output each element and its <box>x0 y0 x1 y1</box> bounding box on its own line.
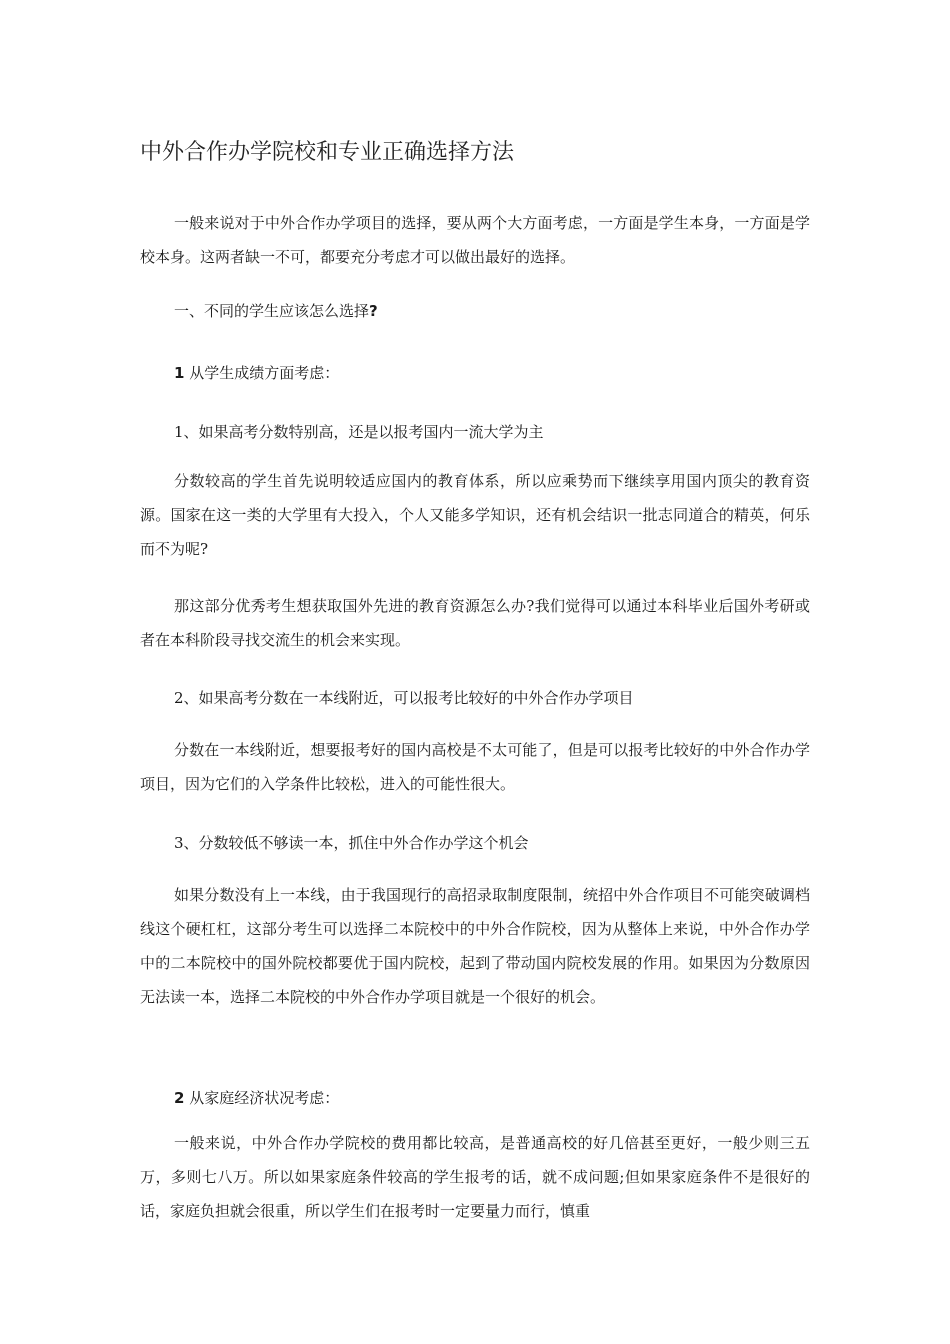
subsection-1-number: 1 <box>174 364 185 382</box>
item-heading-2: 2、如果高考分数在一本线附近，可以报考比较好的中外合作办学项目 <box>174 689 634 707</box>
item-3-paragraph: 如果分数没有上一本线，由于我国现行的高招录取制度限制，统招中外合作项目不可能突破调档线这个硬杠杠，这部分考生可以选择二本院校中的中外合作院校，因为从整体上来说，中外合作办学中的二本院校中的国外院校都要优于国内院校，起到了带动国内院校发展的作用。如果因为分数原因无法读一本，选择二本院校的中外合作办学项目就是一个很好的机会。 <box>140 886 810 1006</box>
subsection-2-paragraph: 一般来说，中外合作办学院校的费用都比较高，是普通高校的好几倍甚至更好，一般少则三五万，多则七八万。所以如果家庭条件较高的学生报考的话，就不成问题;但如果家庭条件不是很好的话，家庭负担就会很重，所以学生们在报考时一定要量力而行，慎重 <box>140 1134 810 1220</box>
section-heading-1-mark: ? <box>369 302 378 320</box>
intro-paragraph: 一般来说对于中外合作办学项目的选择，要从两个大方面考虑，一方面是学生本身，一方面是学校本身。这两者缺一不可，都要充分考虑才可以做出最好的选择。 <box>140 214 810 266</box>
item-1-paragraph-2: 那这部分优秀考生想获取国外先进的教育资源怎么办?我们觉得可以通过本科毕业后国外考研或者在本科阶段寻找交流生的机会来实现。 <box>140 597 810 649</box>
item-2-paragraph: 分数在一本线附近，想要报考好的国内高校是不太可能了，但是可以报考比较好的中外合作办学项目，因为它们的入学条件比较松，进入的可能性很大。 <box>140 741 810 793</box>
subsection-2-text: 从家庭经济状况考虑： <box>189 1089 340 1107</box>
item-1-paragraph-1: 分数较高的学生首先说明较适应国内的教育体系，所以应乘势而下继续享用国内顶尖的教育资源。国家在这一类的大学里有大投入，个人又能多学知识，还有机会结识一批志同道合的精英，何乐而不为呢? <box>140 472 810 558</box>
section-heading-1-text: 一、不同的学生应该怎么选择 <box>174 302 370 320</box>
document-title: 中外合作办学院校和专业正确选择方法 <box>140 140 515 165</box>
item-heading-3: 3、分数较低不够读一本，抓住中外合作办学这个机会 <box>174 834 529 852</box>
section-heading-1 <box>174 294 378 328</box>
item-heading-1: 1、如果高考分数特别高，还是以报考国内一流大学为主 <box>174 423 544 441</box>
subsection-heading-2 <box>174 1081 339 1115</box>
subsection-2-number: 2 <box>174 1089 185 1107</box>
subsection-1-text: 从学生成绩方面考虑： <box>189 364 340 382</box>
subsection-heading-1 <box>174 356 339 390</box>
